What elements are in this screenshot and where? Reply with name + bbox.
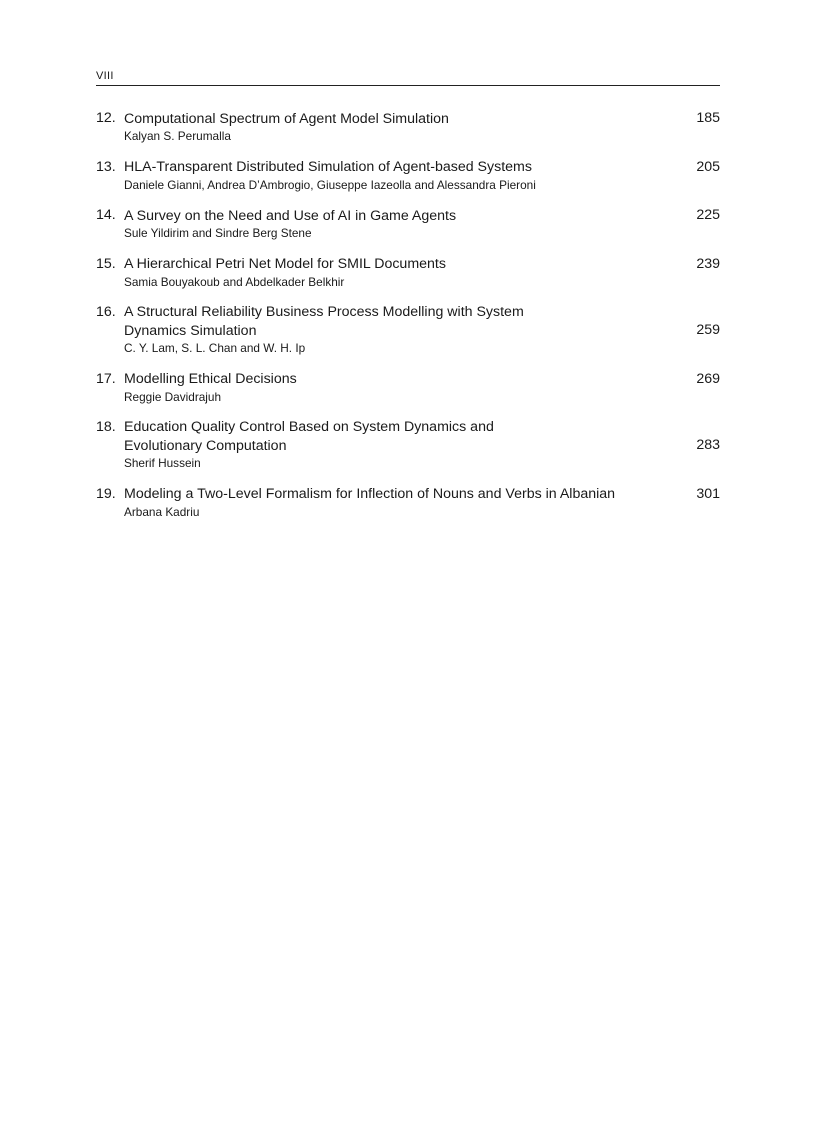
table-of-contents — [96, 109, 720, 520]
chapter-authors: Sule Yildirim and Sindre Berg Stene — [124, 226, 312, 240]
chapter-authors: Kalyan S. Perumalla — [124, 129, 231, 143]
chapter-number: 17. — [96, 370, 116, 387]
chapter-authors: Arbana Kadriu — [124, 504, 200, 519]
chapter-page-number: 205 — [696, 158, 720, 175]
chapter-title: Modelling Ethical Decisions — [124, 371, 297, 387]
toc-entry-14[interactable] — [96, 206, 720, 242]
page-content — [96, 70, 720, 533]
chapter-page-number: 225 — [696, 207, 720, 223]
toc-entry-15[interactable] — [96, 255, 720, 291]
toc-entry-12[interactable] — [96, 109, 720, 145]
chapter-text — [124, 485, 668, 520]
chapter-title: HLA-Transparent Distributed Simulation of Agent-based Systems — [124, 159, 532, 175]
chapter-title: A Hierarchical Petri Net Model for SMIL Documents — [124, 256, 446, 272]
chapter-number: 13. — [96, 158, 116, 175]
toc-entry-18[interactable] — [96, 418, 720, 472]
chapter-number: 19. — [96, 485, 116, 502]
chapter-text — [124, 370, 668, 405]
toc-entry-16[interactable] — [96, 303, 720, 357]
chapter-number: 15. — [96, 255, 116, 272]
chapter-authors: Daniele Gianni, Andrea D’Ambrogio, Giuseppe Iazeolla and Alessandra Pieroni — [124, 177, 536, 192]
chapter-authors: Samia Bouyakoub and Abdelkader Belkhir — [124, 274, 345, 289]
chapter-authors: Reggie Davidrajuh — [124, 389, 222, 404]
chapter-authors: Sherif Hussein — [124, 456, 201, 470]
chapter-number: 12. — [96, 110, 116, 126]
chapter-number: 18. — [96, 419, 116, 435]
chapter-text — [124, 110, 668, 145]
chapter-page-number: 269 — [696, 370, 720, 387]
chapter-page-number: 185 — [696, 110, 720, 126]
chapter-page-number: 239 — [696, 255, 720, 272]
chapter-number: 16. — [96, 304, 116, 320]
chapter-number: 14. — [96, 207, 116, 223]
toc-entry-13[interactable] — [96, 158, 720, 194]
toc-entry-19[interactable] — [96, 485, 720, 521]
chapter-page-number: 259 — [696, 322, 720, 338]
chapter-title: A Survey on the Need and Use of AI in Game Agents — [124, 207, 457, 224]
chapter-title-line-1: Education Quality Control Based on System Dynamics and — [124, 419, 494, 435]
chapter-title-line-2: Evolutionary Computation — [124, 437, 287, 454]
chapter-title: Modeling a Two-Level Formalism for Inflection of Nouns and Verbs in Albanian — [124, 486, 616, 502]
chapter-title: Computational Spectrum of Agent Model Simulation — [124, 110, 449, 127]
running-head: VIII — [96, 70, 720, 86]
chapter-page-number: 283 — [696, 437, 720, 453]
chapter-text — [124, 418, 668, 472]
chapter-title-line-2: Dynamics Simulation — [124, 322, 257, 339]
chapter-text — [124, 255, 668, 290]
chapter-authors: C. Y. Lam, S. L. Chan and W. H. Ip — [124, 341, 306, 355]
chapter-text — [124, 207, 668, 242]
toc-entry-17[interactable] — [96, 370, 720, 406]
chapter-text — [124, 303, 668, 357]
chapter-page-number: 301 — [696, 485, 720, 502]
chapter-title-line-1: A Structural Reliability Business Process Modelling with System — [124, 304, 524, 320]
chapter-text — [124, 158, 668, 193]
